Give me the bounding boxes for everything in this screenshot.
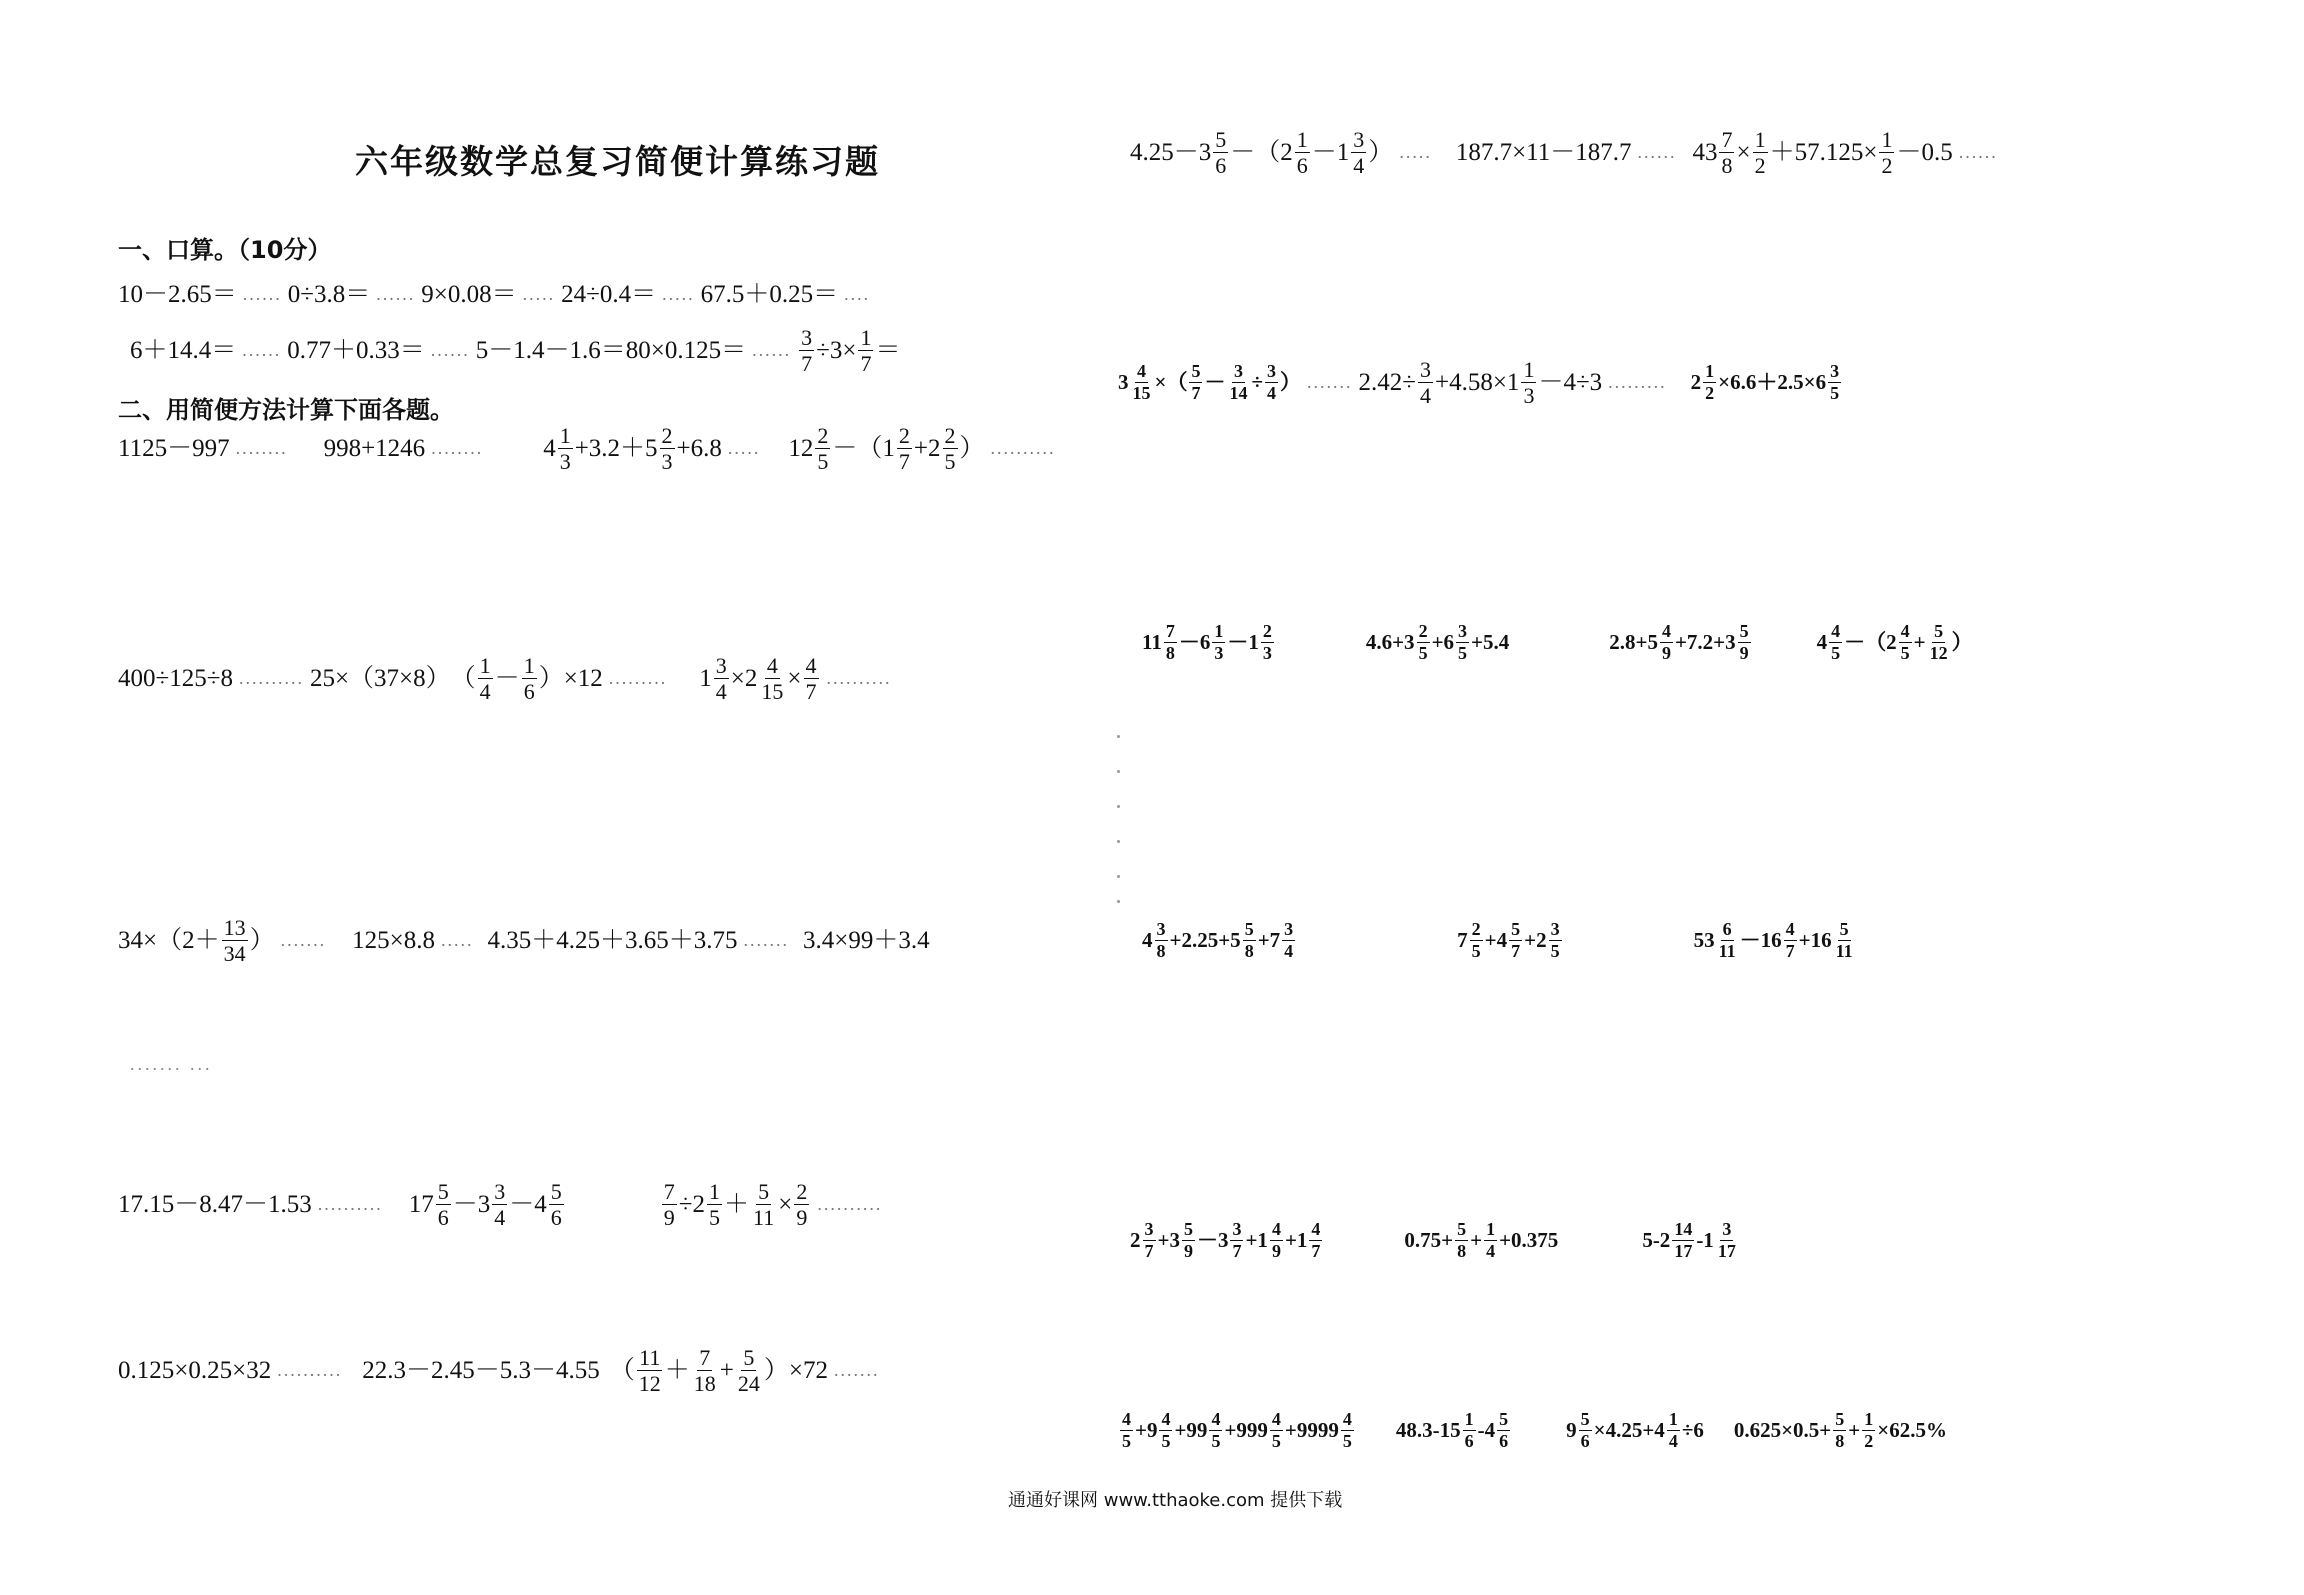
right-row-2: 3 $\frac{4}{15}$ ×（ 5 7 － $\frac{3}{14}$ ÷ $\frac{3}{4}$ ） ....... 2.42÷ $\frac{3}{4}$ +4.58×1 1 3 －4÷3 ......... 2 $\frac{1}{2}$ ×6.6＋2.5×6 3 5 xyxy=(1118,358,1843,407)
exercise: 0.125×0.25×32 xyxy=(118,1357,272,1385)
exercise: $\frac{7}{9}$ ÷2 1 5 ＋ $\frac{5}{11}$ × $\frac{2}{9}$ xyxy=(663,1179,808,1231)
oral-row-1: 10－2.65＝ ...... 0÷3.8＝ ...... 9×0.08＝ ..... 24÷0.4＝ ..... 67.5＋0.25＝ .... xyxy=(118,281,871,308)
exercise: 7 2 5 +4 5 7 +2 3 5 xyxy=(1457,919,1560,961)
page-title: 六年级数学总复习简便计算练习题 xyxy=(355,142,880,181)
exercise: 53 6 11 －16 4 7 +16 5 11 xyxy=(1693,919,1853,961)
exercise: 2.8+5 4 9 +7.2+3 5 9 xyxy=(1609,621,1749,663)
right-row-1: 4.25－3 5 6 －（2 1 6 －1 3 4 ） ..... 187.7×11－187.7 ...... 43 $\frac{7}{8}$ × $\frac{1}{2}$ ＋57.125× $\frac{1}{2}$ －0.5 ...... xyxy=(1130,127,1998,179)
footer-source: 通通好课网 www.tthaoke.com 提供下载 xyxy=(1008,1490,1343,1511)
exercise: 0.75+ $\frac{5}{8}$ + $\frac{1}{4}$ +0.375 xyxy=(1404,1219,1559,1261)
exercise: 17 5 6 －3 3 4 －4 5 6 xyxy=(408,1179,562,1231)
exercise: 4.6+3 2 5 +6 3 5 +5.4 xyxy=(1365,621,1510,663)
exercise: 4 5 +9 4 5 +99 4 5 +999 4 5 +9999 4 5 xyxy=(1122,1409,1352,1451)
exercise: 187.7×11－187.7 xyxy=(1455,139,1632,167)
oral-item: 6＋14.4＝ xyxy=(130,337,237,365)
margin-dot xyxy=(1117,805,1120,808)
exercise: 22.3－2.45－5.3－4.55 xyxy=(362,1357,600,1385)
exercise: 3.4×99＋3.4 xyxy=(803,927,930,955)
exercise: 3 $\frac{4}{15}$ ×（ 5 7 － $\frac{3}{14}$ ÷ $\frac{3}{4}$ ） xyxy=(1118,361,1301,404)
margin-dot xyxy=(1117,875,1120,878)
oral-item: 9×0.08＝ xyxy=(421,281,517,308)
exercise: 2 3 7 +3 5 9 －3 3 7 +1 4 9 +1 4 7 xyxy=(1130,1219,1321,1261)
margin-dot xyxy=(1117,770,1120,773)
exercise: 17.15－8.47－1.53 xyxy=(118,1191,312,1219)
oral-item: 0÷3.8＝ xyxy=(287,281,371,308)
exercise: 2.42÷ $\frac{3}{4}$ +4.58×1 1 3 －4÷3 xyxy=(1358,357,1603,409)
exercise: 43 $\frac{7}{8}$ × $\frac{1}{2}$ ＋57.125× $\frac{1}{2}$ －0.5 xyxy=(1692,127,1953,179)
exercise: 34×（2＋ 13 34 ） xyxy=(118,915,275,967)
exercise: 0.625×0.5+ $\frac{5}{8}$ + $\frac{1}{2}$ ×62.5% xyxy=(1733,1409,1947,1451)
exercise-row-1: 1125－997 ........ 998+1246 ........ 4 1 3 +3.2＋5 2 3 +6.8 ..... 12 2 5 －（1 2 7 +2 2 5 ） .......... xyxy=(118,423,1056,475)
oral-item: 67.5＋0.25＝ xyxy=(700,281,839,308)
exercise: 1 $\frac{3}{4}$ ×2 $\frac{4}{15}$ × $\frac{4}{7}$ xyxy=(699,653,817,705)
right-row-6 xyxy=(1118,1410,1947,1451)
exercise: 4.25－3 5 6 －（2 1 6 －1 3 4 ） xyxy=(1130,127,1394,179)
oral-item: 5－1.4－1.6＝ xyxy=(475,337,626,365)
exercise: （ 11 12 ＋ 7 18 + $\frac{5}{24}$ ）×72 xyxy=(609,1345,828,1397)
exercise-row-5: 0.125×0.25×32 .......... 22.3－2.45－5.3－4.55 （ 11 12 ＋ 7 18 + $\frac{5}{24}$ ）×72 ....... xyxy=(118,1345,880,1397)
right-row-4 xyxy=(1142,920,1857,961)
exercise: 12 2 5 －（1 2 7 +2 2 5 ） xyxy=(788,423,985,475)
exercise: 4.35＋4.25＋3.65＋3.75 xyxy=(487,927,738,955)
exercise: 4 3 8 +2.25+5 5 8 +7 3 4 xyxy=(1142,919,1294,961)
exercise: 2 $\frac{1}{2}$ ×6.6＋2.5×6 3 5 xyxy=(1690,361,1840,404)
exercise: 125×8.8 xyxy=(352,927,435,955)
exercise: 9 $\frac{5}{6}$ ×4.25+4 $\frac{1}{4}$ ÷6 xyxy=(1566,1409,1704,1451)
section-1-heading: 一、口算。（10分） xyxy=(118,236,332,264)
exercise-row-2: 400÷125÷8 .......... 25×（37×8） （ 1 4 － 1 6 ）×12 ......... 1 $\frac{3}{4}$ ×2 $\frac{4}{15}$ × $\frac{4}{7}$ .......... xyxy=(118,653,892,705)
right-row-3 xyxy=(1142,622,1973,663)
exercise: （ 1 4 － 1 6 ）×12 xyxy=(450,653,603,705)
exercise: 25×（37×8） xyxy=(309,665,451,693)
answer-dots: ....... ... xyxy=(130,1054,213,1074)
exercise: 11 7 8 －6 1 3 －1 2 3 xyxy=(1142,621,1272,663)
margin-dot xyxy=(1117,735,1120,738)
exercise: 48.3-15 1 6 -4 5 6 xyxy=(1395,1409,1509,1451)
exercise: 4 1 3 +3.2＋5 2 3 +6.8 xyxy=(543,423,722,475)
oral-item: 80×0.125＝ xyxy=(625,337,747,365)
oral-row-2: 6＋14.4＝ ...... 0.77＋0.33＝ ...... 5－1.4－1.6＝ 80×0.125＝ ...... $\frac{3}{7}$ ÷3× $\frac{1}{7}$ ＝ xyxy=(130,325,901,377)
right-row-5 xyxy=(1130,1220,1740,1261)
exercise: 1125－997 xyxy=(118,435,230,463)
exercise-row-4: 17.15－8.47－1.53 .......... 17 5 6 －3 3 4 －4 5 6 $\frac{7}{9}$ ÷2 1 5 ＋ $\frac{5}{11}$ × $\frac{2}{9}$ .......... xyxy=(118,1179,883,1231)
oral-item-fraction: $\frac{3}{7}$ ÷3× $\frac{1}{7}$ ＝ xyxy=(801,325,901,377)
exercise-row-3: 34×（2＋ 13 34 ） ....... 125×8.8 ..... 4.35＋4.25＋3.65＋3.75 ....... 3.4×99＋3.4 xyxy=(118,915,930,967)
margin-dot xyxy=(1117,900,1120,903)
margin-dot xyxy=(1117,840,1120,843)
exercise: 998+1246 xyxy=(323,435,426,463)
exercise: 5-2 14 17 -1 3 17 xyxy=(1642,1219,1736,1261)
exercise: 400÷125÷8 xyxy=(118,665,233,693)
section-2-heading: 二、用简便方法计算下面各题。 xyxy=(118,396,454,424)
oral-item: 24÷0.4＝ xyxy=(561,281,657,308)
oral-item: 10－2.65＝ xyxy=(118,281,237,308)
exercise: 4 4 5 －（2 4 5 + $\frac{5}{12}$ ） xyxy=(1816,621,1973,663)
oral-item: 0.77＋0.33＝ xyxy=(287,337,425,365)
